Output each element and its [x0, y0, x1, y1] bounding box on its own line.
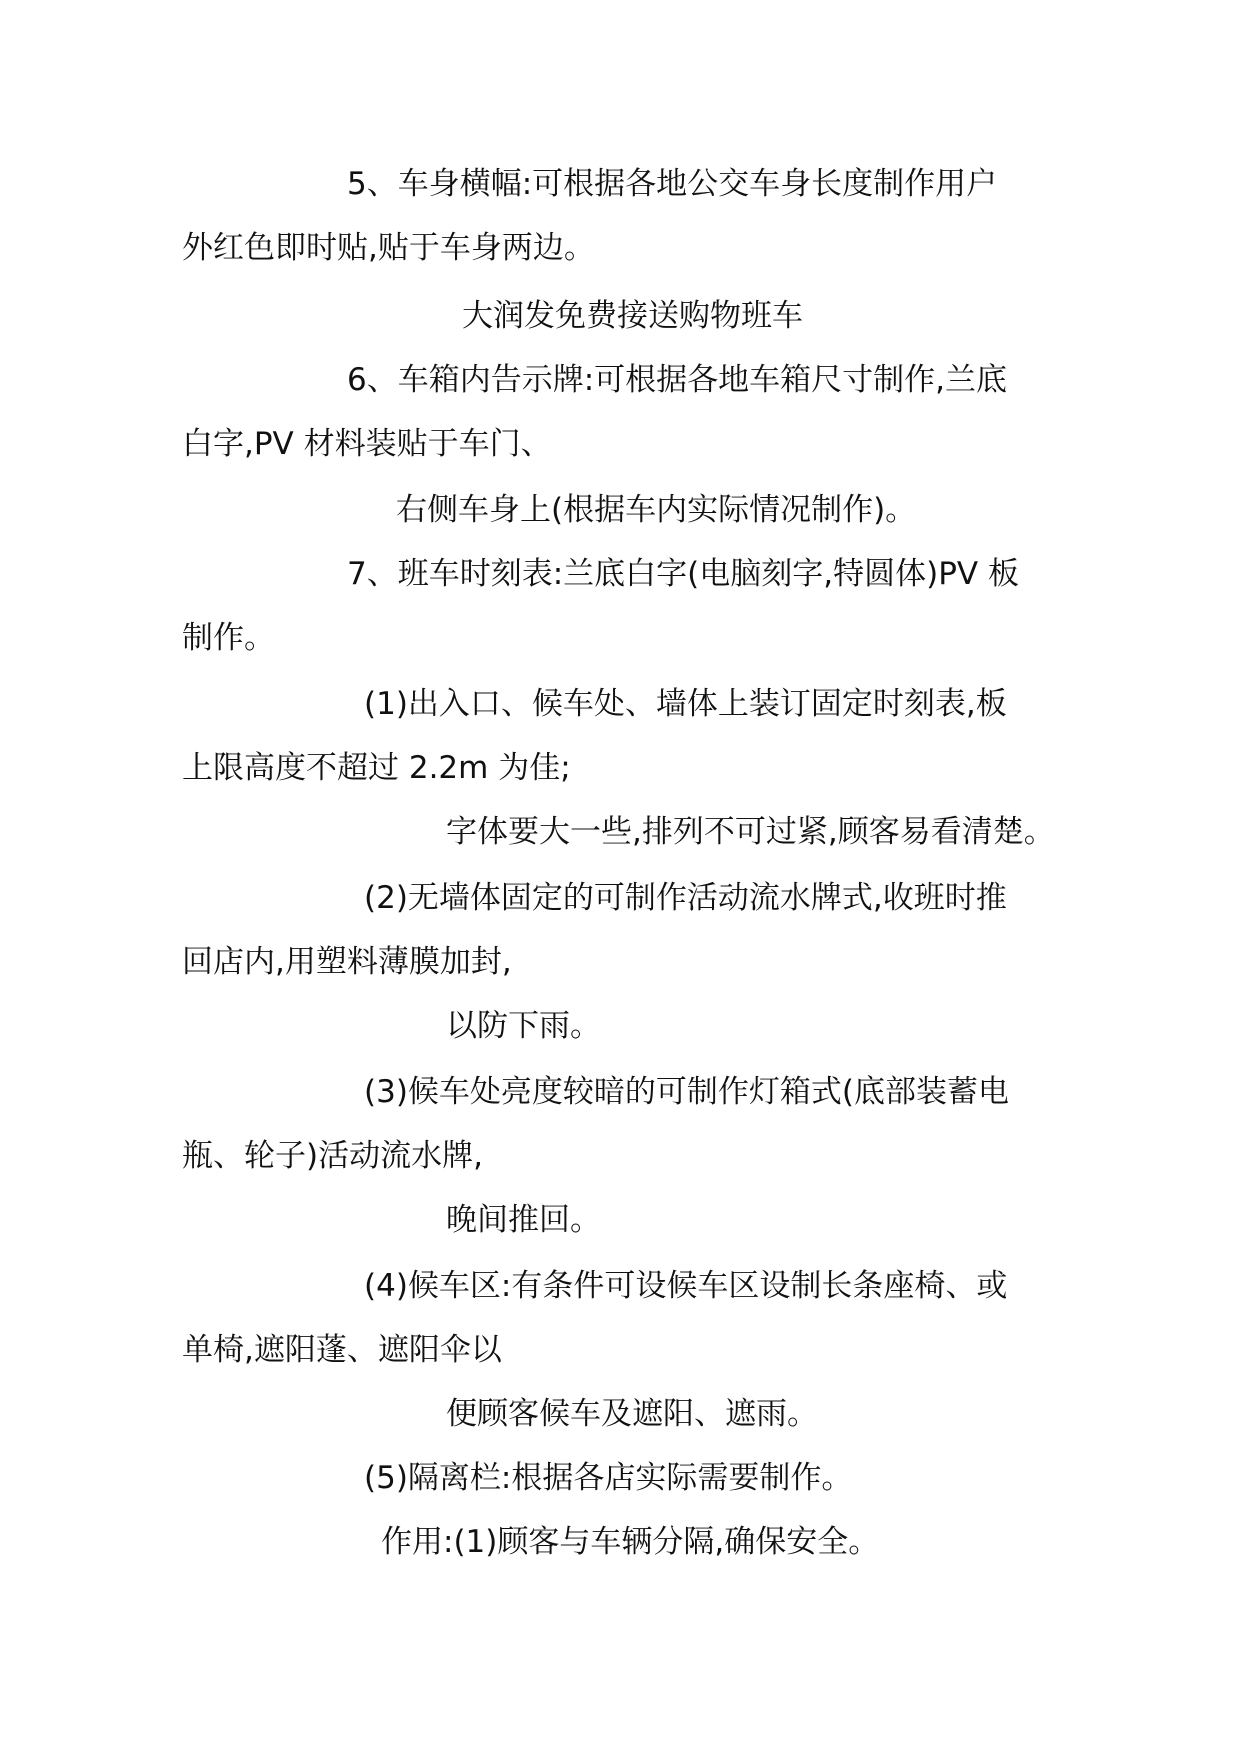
item-5-line-2: 外红色即时贴,贴于车身两边。	[182, 230, 595, 266]
subitem-4-line-2: 单椅,遮阳蓬、遮阳伞以	[182, 1332, 502, 1368]
item-6-line-1: 6、车箱内告示牌:可根据各地车箱尺寸制作,兰底	[347, 362, 1008, 398]
item-6-line-2: 白字,PV 材料装贴于车门、	[182, 426, 552, 462]
subitem-2-line-1: (2)无墙体固定的可制作活动流水牌式,收班时推	[364, 880, 1007, 916]
purpose-line-1: 作用:(1)顾客与车辆分隔,确保安全。	[381, 1524, 880, 1560]
subitem-4-line-1: (4)候车区:有条件可设候车区设制长条座椅、或	[364, 1268, 1008, 1304]
item-7-line-1: 7、班车时刻表:兰底白字(电脑刻字,特圆体)PV 板	[347, 556, 1019, 592]
subitem-3-line-3: 晚间推回。	[446, 1202, 601, 1238]
subitem-4-line-3: 便顾客候车及遮阳、遮雨。	[446, 1396, 818, 1432]
item-5-line-1: 5、车身横幅:可根据各地公交车身长度制作用户	[347, 166, 998, 202]
bus-sign-text: 大润发免费接送购物班车	[462, 298, 803, 334]
subitem-1-line-2: 上限高度不超过 2.2m 为佳;	[182, 750, 571, 786]
subitem-3-line-1: (3)候车处亮度较暗的可制作灯箱式(底部装蓄电	[364, 1074, 1010, 1110]
subitem-2-line-2: 回店内,用塑料薄膜加封,	[182, 944, 512, 980]
item-7-line-2: 制作。	[182, 620, 275, 656]
subitem-1-line-3: 字体要大一些,排列不可过紧,顾客易看清楚。	[446, 814, 1055, 850]
subitem-5-line-1: (5)隔离栏:根据各店实际需要制作。	[364, 1460, 853, 1496]
item-6-line-3: 右侧车身上(根据车内实际情况制作)。	[396, 492, 917, 528]
subitem-3-line-2: 瓶、轮子)活动流水牌,	[182, 1138, 483, 1174]
subitem-2-line-3: 以防下雨。	[446, 1008, 601, 1044]
subitem-1-line-1: (1)出入口、候车处、墙体上装订固定时刻表,板	[364, 686, 1007, 722]
